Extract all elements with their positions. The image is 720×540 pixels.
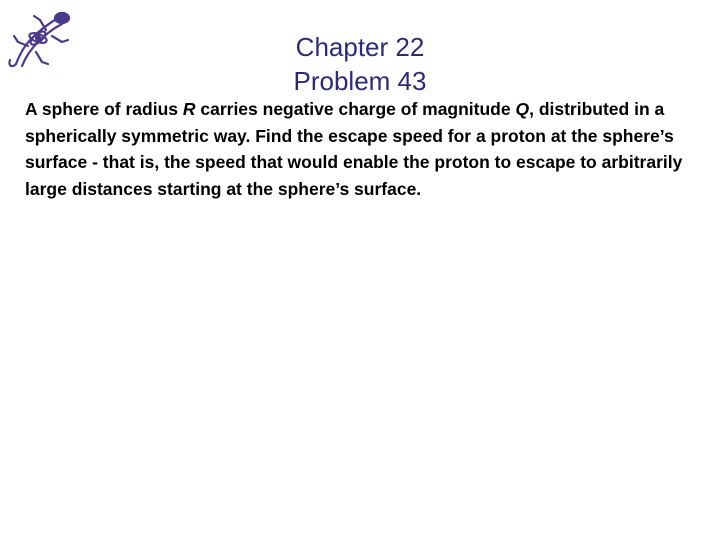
problem-text-part-1: A sphere of radius <box>25 99 183 119</box>
variable-q: Q <box>515 99 530 119</box>
lizard-logo-icon <box>2 2 74 74</box>
problem-statement <box>25 96 695 202</box>
title-line-1: Chapter 22 <box>295 32 425 62</box>
slide-title <box>180 30 540 98</box>
problem-text-part-3: , distributed in a spherically symmetric way. Find the escape speed for a proton at the sphere’s surface - that is, the speed that would enable the proton to escape to arbitrarily large distances starting at the sphere’s surface. <box>25 99 683 199</box>
title-line-2: Problem 43 <box>293 66 427 96</box>
variable-r: R <box>182 99 196 119</box>
problem-text-part-2: carries negative charge of magnitude <box>195 99 516 119</box>
